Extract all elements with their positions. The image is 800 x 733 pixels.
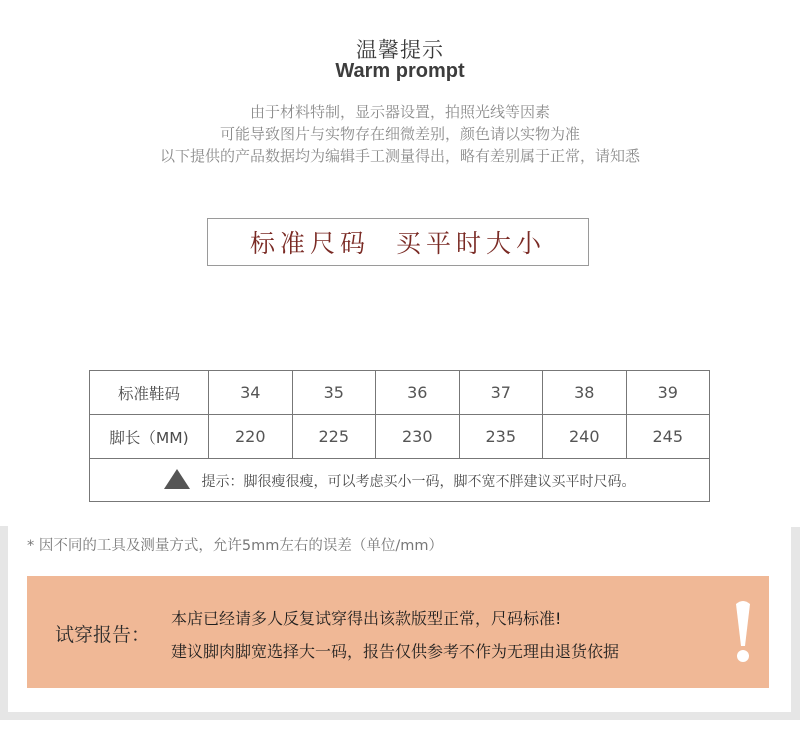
length-cell: 245 <box>626 415 710 459</box>
length-cell: 235 <box>459 415 543 459</box>
size-cell: 35 <box>292 371 376 415</box>
frame-right-border <box>791 527 800 720</box>
warning-triangle-icon <box>164 469 190 489</box>
tip-cell <box>90 459 710 502</box>
table-row-tip <box>90 459 710 502</box>
notice-line-1: 由于材料特制，显示器设置，拍照光线等因素 <box>249 103 550 121</box>
fitting-report-panel <box>27 576 769 688</box>
size-banner <box>207 218 589 266</box>
size-cell: 36 <box>376 371 460 415</box>
title-chinese: 温馨提示 <box>356 38 444 62</box>
size-banner-text: 标准尺码 买平时大小 <box>250 229 546 258</box>
exclamation-icon <box>733 600 753 664</box>
size-table <box>89 370 710 502</box>
table-row-size <box>90 371 710 415</box>
size-cell: 37 <box>459 371 543 415</box>
report-line-1: 本店已经请多人反复试穿得出该款版型正常，尺码标准! <box>171 609 562 628</box>
measurement-footnote: * 因不同的工具及测量方式，允许5mm左右的误差（单位/mm） <box>27 538 443 554</box>
size-cell: 34 <box>209 371 293 415</box>
length-cell: 220 <box>209 415 293 459</box>
table-row-foot-length <box>90 415 710 459</box>
size-cell: 39 <box>626 371 710 415</box>
report-line-2: 建议脚肉脚宽选择大一码，报告仅供参考不作为无理由退货依据 <box>171 642 620 661</box>
frame-left-border <box>0 526 8 720</box>
notice-line-3: 以下提供的产品数据均为编辑手工测量得出，略有差别属于正常，请知悉 <box>159 147 640 165</box>
length-cell: 230 <box>376 415 460 459</box>
frame-bottom-border <box>0 712 800 720</box>
tip-text: 提示：脚很瘦很瘦，可以考虑买小一码，脚不宽不胖建议买平时尺码。 <box>201 474 636 490</box>
title-english: Warm prompt <box>335 60 465 82</box>
report-label: 试穿报告： <box>55 624 151 646</box>
length-cell: 225 <box>292 415 376 459</box>
size-cell: 38 <box>543 371 627 415</box>
notice-line-2: 可能导致图片与实物存在细微差别，颜色请以实物为准 <box>219 125 580 143</box>
row-header-foot-length: 脚长（MM) <box>90 415 209 459</box>
length-cell: 240 <box>543 415 627 459</box>
row-header-size: 标准鞋码 <box>90 371 209 415</box>
